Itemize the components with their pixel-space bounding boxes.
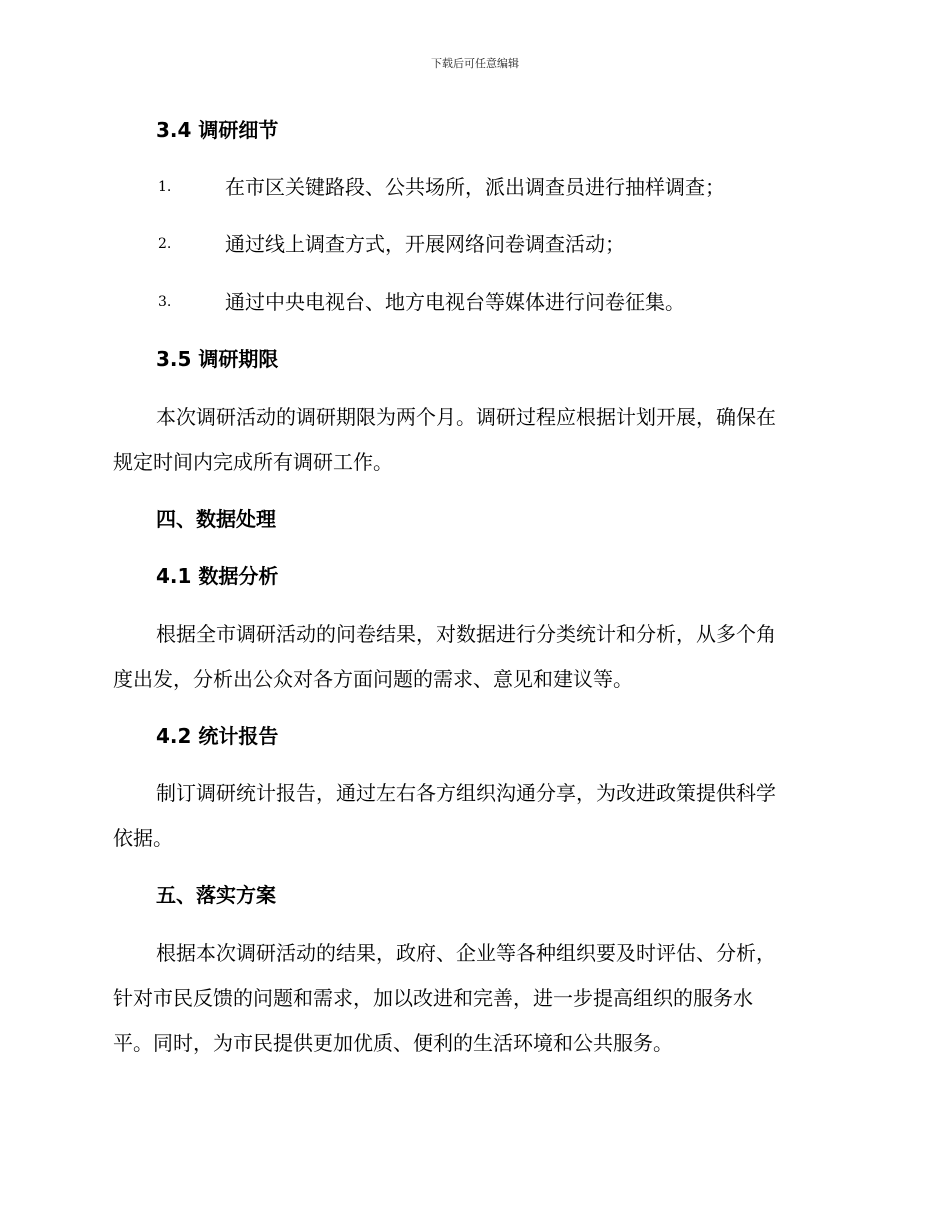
paragraph-line: 根据全市调研活动的问卷结果，对数据进行分类统计和分析，从多个角 <box>156 622 776 646</box>
section-heading-5: 五、落实方案 <box>156 883 276 907</box>
section-heading-4: 四、数据处理 <box>156 507 276 531</box>
paragraph-line: 度出发，分析出公众对各方面问题的需求、意见和建议等。 <box>113 667 633 691</box>
header-note: 下载后可任意编辑 <box>431 57 519 70</box>
section-heading-3-4: 3.4 调研细节 <box>156 118 279 142</box>
list-item-number: 2. <box>158 236 172 252</box>
paragraph-line: 根据本次调研活动的结果，政府、企业等各种组织要及时评估、分析， <box>156 941 776 965</box>
list-item-text: 通过线上调查方式，开展网络问卷调查活动； <box>225 232 625 256</box>
list-item-text: 通过中央电视台、地方电视台等媒体进行问卷征集。 <box>225 290 685 314</box>
section-heading-4-2: 4.2 统计报告 <box>156 724 279 748</box>
paragraph-line: 针对市民反馈的问题和需求，加以改进和完善，进一步提高组织的服务水 <box>113 986 753 1010</box>
paragraph-line: 平。同时，为市民提供更加优质、便利的生活环境和公共服务。 <box>113 1031 673 1055</box>
list-item-number: 3. <box>158 294 172 310</box>
paragraph-line: 依据。 <box>113 826 173 850</box>
paragraph-line: 规定时间内完成所有调研工作。 <box>113 450 393 474</box>
list-item-text: 在市区关键路段、公共场所，派出调查员进行抽样调查； <box>225 175 725 199</box>
section-heading-3-5: 3.5 调研期限 <box>156 347 279 371</box>
list-item-number: 1. <box>158 179 172 195</box>
section-heading-4-1: 4.1 数据分析 <box>156 564 279 588</box>
paragraph-line: 制订调研统计报告，通过左右各方组织沟通分享，为改进政策提供科学 <box>156 781 776 805</box>
paragraph-line: 本次调研活动的调研期限为两个月。调研过程应根据计划开展，确保在 <box>156 405 776 429</box>
